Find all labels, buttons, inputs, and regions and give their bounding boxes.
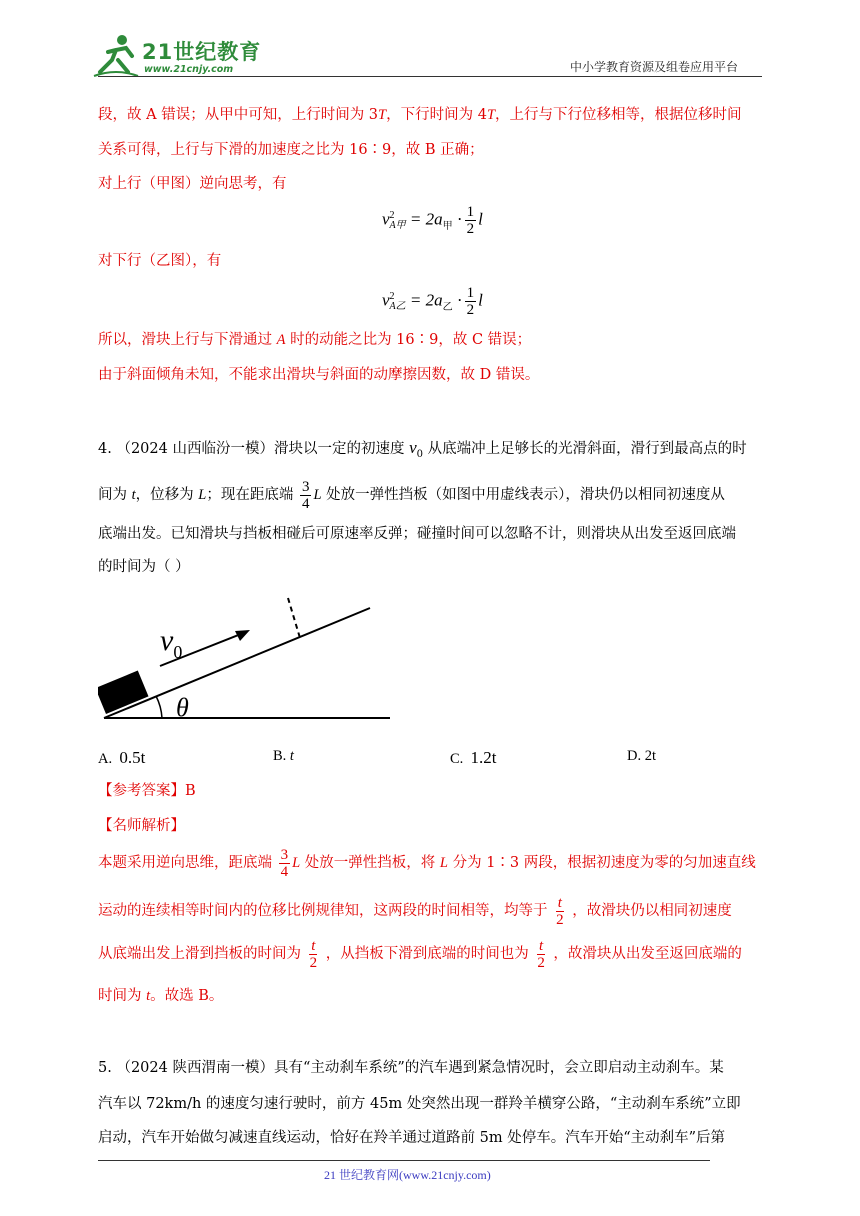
solution-line-3: 对上行（甲图）逆向思考，有: [98, 176, 287, 192]
q4-line-3: 底端出发。已知滑块与挡板相碰后可原速率反弹；碰撞时间可以忽略不计，则滑块从出发至返回底端: [98, 526, 736, 542]
footer-text[interactable]: 21 世纪教育网(www.21cnjy.com): [324, 1168, 491, 1182]
option-b[interactable]: B. t: [273, 748, 294, 764]
analysis-line-1: 本题采用逆向思维，距底端 $\frac{3}{4}$ L 处放一弹性挡板，将 L 分为 1∶3 两段，根据初速度为零的匀加速直线: [98, 846, 756, 880]
solution-line-4: 对下行（乙图），有: [98, 253, 222, 269]
q5-line-2: 汽车以 72km/h 的速度匀速行驶时，前方 45m 处突然出现一群羚羊横穿公路，“主动刹车系统”立即: [98, 1096, 741, 1112]
answer-label: 【参考答案】B: [98, 783, 196, 799]
solution-line-2: 关系可得，上行与下滑的加速度之比为 16∶9，故 B 正确；: [98, 142, 484, 158]
equation-2: v 2 A乙 = $2a_乙$ · $\frac{1}{2}$ l: [382, 285, 483, 318]
analysis-line-2: 运动的连续相等时间内的位移比例规律知，这两段的时间相等，均等于 $\frac{t}{2}$ ，故滑块仍以相同初速度: [98, 894, 732, 928]
logo-url: www.21cnjy.com: [144, 64, 234, 75]
solution-line-5: 所以，滑块上行与下滑通过 A 时的动能之比为 16∶9，故 C 错误；: [98, 332, 532, 348]
header-logo: [92, 32, 267, 80]
analysis-line-3: 从底端出发上滑到挡板的时间为 $\frac{t}{2}$ ，从挡板下滑到底端的时间也为 $\frac{t}{2}$ ，故滑块从出发至返回底端的: [98, 937, 742, 971]
runner-logo-icon: [92, 32, 140, 78]
logo-text: 21世纪教育: [142, 40, 262, 64]
analysis-label: 【名师解析】: [98, 818, 185, 834]
option-d[interactable]: D. 2t: [627, 748, 657, 764]
q4-line-4: 的时间为（ ）: [98, 559, 190, 575]
analysis-line-4: 时间为 t。故选 B。: [98, 988, 224, 1004]
header-platform-text: 中小学教育资源及组卷应用平台: [570, 60, 739, 74]
arrow-head-icon: [235, 630, 250, 641]
incline-figure: [98, 592, 398, 732]
footer-rule: [98, 1160, 710, 1161]
option-a[interactable]: A. 0.5t: [98, 748, 146, 767]
angle-arc: [156, 696, 162, 718]
incline-line: [104, 608, 370, 718]
q5-line-3: 启动，汽车开始做匀减速直线运动，恰好在羚羊通过道路前 5m 处停车。汽车开始“主动刹车”后第: [98, 1130, 726, 1146]
option-c[interactable]: C. 1.2t: [450, 748, 497, 767]
barrier-dashed-line: [288, 598, 300, 638]
v0-label: $v_0$: [160, 624, 183, 662]
solution-line-6: 由于斜面倾角未知，不能求出滑块与斜面的动摩擦因数，故 D 错误。: [98, 367, 540, 383]
solution-line-1: 段，故 A 错误；从甲中可知，上行时间为 3T，下行时间为 4T，上行与下行位移相等，根据位移时间: [98, 107, 742, 123]
header-rule: [98, 76, 762, 77]
block: [98, 671, 148, 714]
equation-1: v 2 A甲 = $2a_甲$ · $\frac{1}{2}$ l: [382, 204, 483, 237]
q4-line-1: 4. （2024 山西临汾一模）滑块以一定的初速度 $v_0$ 从底端冲上足够长的光滑斜面，滑行到最高点的时: [98, 438, 747, 460]
theta-label: θ: [176, 693, 189, 722]
q4-line-2: 间为 t，位移为 L；现在距底端 $\frac{3}{4}$ L 处放一弹性挡板（如图中用虚线表示），滑块仍以相同初速度从: [98, 478, 725, 512]
q5-line-1: 5. （2024 陕西渭南一模）具有“主动刹车系统”的汽车遇到紧急情况时，会立即启动主动刹车。某: [98, 1060, 724, 1076]
